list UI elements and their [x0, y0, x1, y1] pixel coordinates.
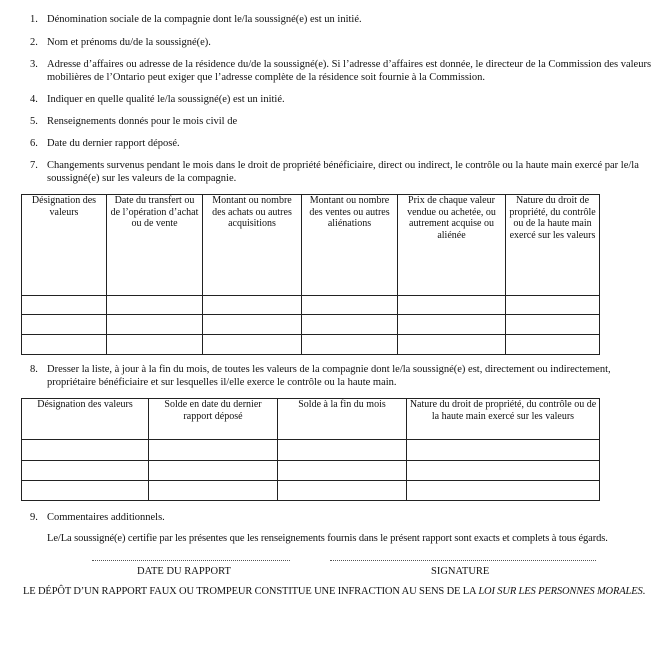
column-header: Date du transfert ou de l’opération d’achat ou de vente — [107, 195, 203, 296]
column-header: Désignation des valeurs — [22, 195, 107, 296]
item-text: Date du dernier rapport déposé. — [47, 138, 180, 149]
table-cell[interactable] — [506, 315, 600, 335]
item-text: Changements survenus pendant le mois dans le droit de propriété bénéficiaire, direct ou indirect, le contrôle ou la haute main exercé par le/la soussigné(e) sur les valeurs de la compagnie. — [47, 160, 639, 184]
table-cell[interactable] — [149, 481, 278, 501]
table-cell[interactable] — [107, 335, 203, 355]
table-cell[interactable] — [398, 335, 506, 355]
transactions-table — [21, 194, 600, 355]
table-cell[interactable] — [398, 296, 506, 315]
item-number: 6. — [30, 138, 38, 149]
law-name: LOI SUR LES PERSONNES MORALES — [478, 586, 643, 597]
table-cell[interactable] — [203, 315, 302, 335]
table-cell[interactable] — [22, 296, 107, 315]
column-header: Désignation des valeurs — [22, 399, 149, 440]
table-header-row — [22, 195, 600, 296]
table-cell[interactable] — [22, 335, 107, 355]
item-number: 7. — [30, 160, 38, 171]
item-text: Dénomination sociale de la compagnie dont le/la soussigné(e) est un initié. — [47, 14, 362, 25]
table-cell[interactable] — [407, 461, 600, 481]
item-number: 2. — [30, 37, 38, 48]
table-cell[interactable] — [302, 296, 398, 315]
signature-label: SIGNATURE — [431, 566, 490, 577]
table-cell[interactable] — [407, 440, 600, 461]
table-cell[interactable] — [22, 315, 107, 335]
item-text: Adresse d’affaires ou adresse de la résidence du/de la soussigné(e). Si l’adresse d’affaires est donnée, le directeur de la Commission des valeurs mobilières de l’Ontario peut exiger que l’adresse complète de la résidence soit fournie à la Commission. — [47, 59, 652, 83]
column-header: Solde à la fin du mois — [278, 399, 407, 440]
table-cell[interactable] — [506, 335, 600, 355]
table-header-row — [22, 399, 600, 440]
table-cell[interactable] — [407, 481, 600, 501]
table-row — [22, 296, 600, 315]
table-cell[interactable] — [22, 440, 149, 461]
table-cell[interactable] — [278, 481, 407, 501]
item-number: 8. — [30, 364, 38, 375]
item-number: 4. — [30, 94, 38, 105]
table-cell[interactable] — [203, 335, 302, 355]
table-cell[interactable] — [302, 315, 398, 335]
table-cell[interactable] — [278, 440, 407, 461]
table-row — [22, 481, 600, 501]
item-text: Commentaires additionnels. — [47, 512, 165, 523]
column-header: Nature du droit de propriété, du contrôle ou de la haute main exercé sur les valeurs — [506, 195, 600, 296]
date-line[interactable] — [92, 560, 290, 561]
item-text: Dresser la liste, à jour à la fin du mois, de toutes les valeurs de la compagnie dont le/la soussigné(e) est, directement ou indirectement, propriétaire bénéficiaire et sur lesquelles il/elle exerce le contrôle ou la haute main. — [47, 364, 611, 388]
table-cell[interactable] — [203, 296, 302, 315]
table-cell[interactable] — [149, 440, 278, 461]
warning-end: . — [642, 586, 646, 597]
certification-text: Le/La soussigné(e) certifie par les présentes que les renseignements fournis dans le présent rapport sont exacts et complets à tous égards. — [47, 533, 608, 544]
column-header: Nature du droit de propriété, du contrôle ou de la haute main exercé sur les valeurs — [407, 399, 600, 440]
table-cell[interactable] — [398, 315, 506, 335]
table-cell[interactable] — [22, 461, 149, 481]
table-cell[interactable] — [302, 335, 398, 355]
table-row — [22, 315, 600, 335]
warning-text: LE DÉPÔT D’UN RAPPORT FAUX OU TROMPEUR CONSTITUE UNE INFRACTION AU SENS DE LA — [23, 586, 479, 597]
table-row — [22, 440, 600, 461]
legal-warning — [23, 586, 663, 599]
table-cell[interactable] — [107, 296, 203, 315]
table-cell[interactable] — [149, 461, 278, 481]
holdings-table — [21, 398, 600, 501]
item-text: Nom et prénoms du/de la soussigné(e). — [47, 37, 211, 48]
item-number: 9. — [30, 512, 38, 523]
table-row — [22, 335, 600, 355]
item-number: 5. — [30, 116, 38, 127]
column-header: Solde en date du dernier rapport déposé — [149, 399, 278, 440]
item-number: 1. — [30, 14, 38, 25]
table-cell[interactable] — [278, 461, 407, 481]
table-row — [22, 461, 600, 481]
column-header: Montant ou nombre des ventes ou autres aliénations — [302, 195, 398, 296]
item-text: Renseignements donnés pour le mois civil de — [47, 116, 238, 127]
column-header: Montant ou nombre des achats ou autres acquisitions — [203, 195, 302, 296]
date-label: DATE DU RAPPORT — [137, 566, 231, 577]
signature-line[interactable] — [330, 560, 596, 561]
item-text: Indiquer en quelle qualité le/la soussigné(e) est un initié. — [47, 94, 285, 105]
column-header: Prix de chaque valeur vendue ou achetée, ou autrement acquise ou aliénée — [398, 195, 506, 296]
item-number: 3. — [30, 59, 38, 70]
table-cell[interactable] — [22, 481, 149, 501]
table-cell[interactable] — [107, 315, 203, 335]
table-cell[interactable] — [506, 296, 600, 315]
